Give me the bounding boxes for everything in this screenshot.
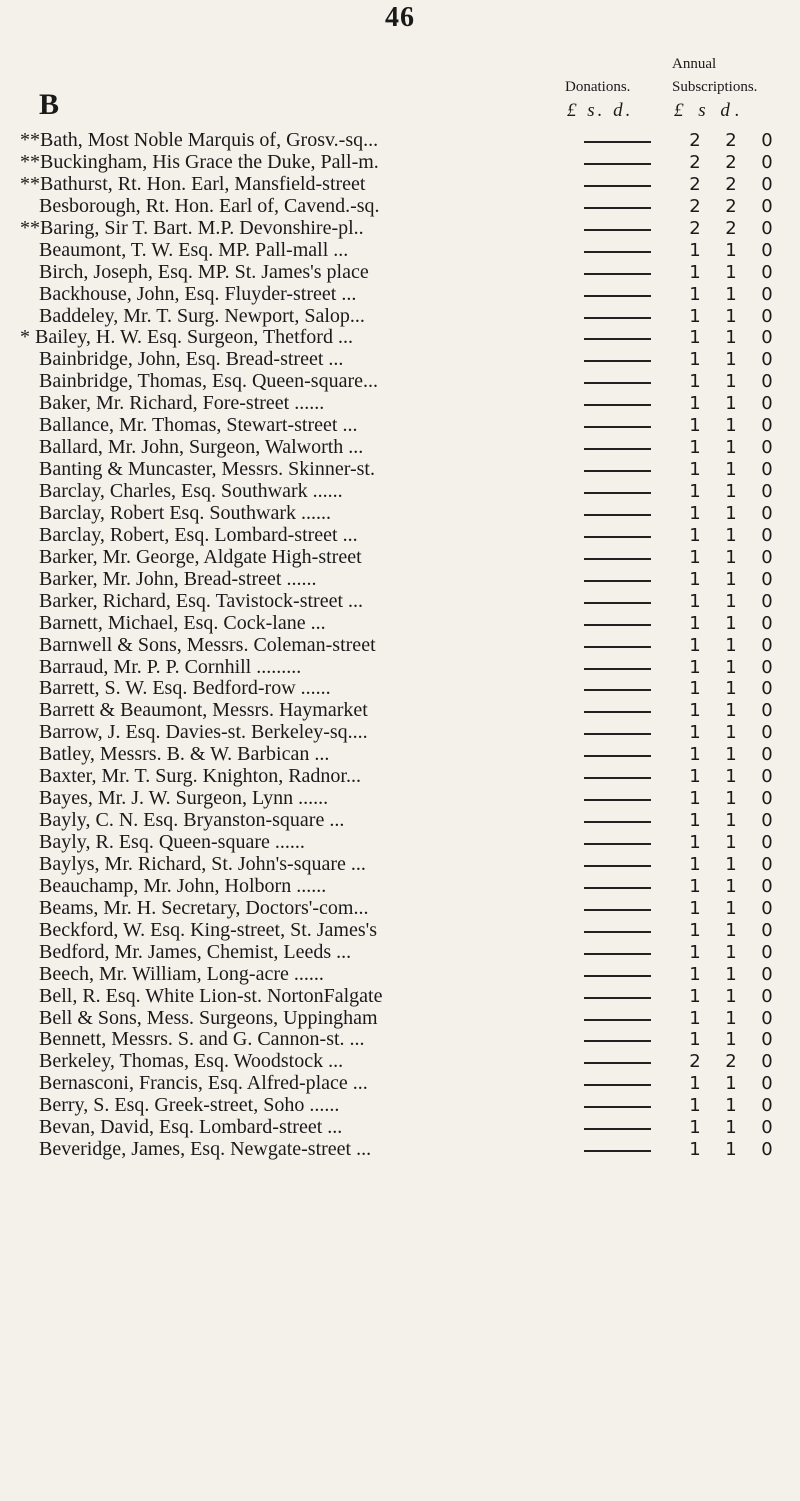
subscription-shillings: 1 [725, 524, 737, 546]
subscriber-name: Barraud, Mr. P. P. Cornhill ......... [39, 656, 302, 678]
subscription-pence: 0 [761, 437, 773, 459]
subscription-pence: 0 [761, 502, 773, 524]
list-item [0, 591, 800, 613]
subscription-pounds: 1 [689, 283, 701, 305]
donation-dash [584, 492, 651, 494]
subscription-shillings: 1 [725, 919, 737, 941]
subscription-pounds: 1 [689, 941, 701, 963]
subscription-shillings: 1 [725, 612, 737, 634]
subscription-shillings: 1 [725, 1117, 737, 1139]
subscriber-name: **Bathurst, Rt. Hon. Earl, Mansfield-street [20, 173, 366, 195]
subscription-pence: 0 [761, 393, 773, 415]
subscription-pence: 0 [761, 1095, 773, 1117]
list-item [0, 1139, 800, 1161]
subscriber-name: Barker, Mr. John, Bread-street ...... [39, 568, 317, 590]
subscriber-name: Barclay, Robert, Esq. Lombard-street ... [39, 524, 358, 546]
list-item [0, 1117, 800, 1139]
subscription-shillings: 1 [725, 832, 737, 853]
subscription-shillings: 1 [725, 1029, 737, 1051]
list-item [0, 569, 800, 591]
subscription-pence: 0 [761, 985, 773, 1007]
list-item [0, 1029, 800, 1051]
donation-dash [584, 646, 651, 648]
donation-dash [584, 163, 651, 165]
subscription-shillings: 1 [725, 766, 737, 788]
subscriber-name: Beauchamp, Mr. John, Holborn ...... [39, 875, 327, 897]
subscription-pence: 0 [761, 963, 773, 985]
subscription-pence: 0 [761, 1007, 773, 1029]
list-item [0, 371, 800, 393]
subscriber-name: Bennett, Messrs. S. and G. Cannon-st. ... [39, 1029, 365, 1051]
list-item [0, 854, 800, 876]
subscription-shillings: 1 [725, 897, 737, 919]
subscriber-name: Barclay, Charles, Esq. Southwark ...... [39, 481, 343, 502]
subscription-shillings: 1 [725, 415, 737, 437]
list-item [0, 876, 800, 898]
subscription-pounds: 1 [689, 612, 701, 634]
subscription-pence: 0 [761, 788, 773, 810]
donations-heading: Donations. [565, 79, 631, 95]
subscription-pounds: 1 [689, 722, 701, 744]
donation-dash [584, 624, 651, 626]
subscription-shillings: 1 [725, 875, 737, 897]
subscription-pence: 0 [761, 678, 773, 700]
subscriptions-heading: Subscriptions. [672, 79, 758, 95]
list-item [0, 964, 800, 986]
subscriber-name: Bedford, Mr. James, Chemist, Leeds ... [39, 941, 352, 963]
subscription-shillings: 1 [725, 305, 737, 327]
subscription-shillings: 1 [725, 788, 737, 810]
subscription-pence: 0 [761, 875, 773, 897]
subscriber-name: Bayly, C. N. Esq. Bryanston-square ... [39, 810, 345, 832]
donation-dash [584, 931, 651, 933]
subscription-pence: 0 [761, 832, 773, 853]
subscription-pence: 0 [761, 305, 773, 327]
donation-dash [584, 689, 651, 691]
annual-heading: Annual [672, 56, 717, 72]
list-item [0, 262, 800, 284]
subscriber-name: Backhouse, John, Esq. Fluyder-street ... [39, 283, 357, 305]
subscription-pence: 0 [761, 349, 773, 371]
subscription-pounds: 1 [689, 437, 701, 459]
subscription-pence: 0 [761, 766, 773, 788]
subscription-pence: 0 [761, 612, 773, 634]
subscription-pence: 0 [761, 1073, 773, 1095]
donation-dash [584, 558, 651, 560]
subscription-shillings: 1 [725, 239, 737, 261]
subscriber-name: Ballance, Mr. Thomas, Stewart-street ... [39, 415, 358, 437]
subscriber-name: Beveridge, James, Esq. Newgate-street ... [39, 1139, 372, 1161]
subscription-pounds: 1 [689, 766, 701, 788]
donation-dash [584, 602, 651, 604]
subscription-pence: 0 [761, 130, 773, 151]
list-item [0, 459, 800, 481]
donation-dash [584, 1019, 651, 1021]
subscription-shillings: 1 [725, 349, 737, 371]
list-item [0, 525, 800, 547]
subscriber-name: Barrett, S. W. Esq. Bedford-row ...... [39, 678, 331, 700]
donation-dash [584, 580, 651, 582]
list-item [0, 196, 800, 218]
subscriber-name: * Bailey, H. W. Esq. Surgeon, Thetford ... [20, 327, 353, 349]
list-item [0, 678, 800, 700]
subscription-pence: 0 [761, 590, 773, 612]
subscription-pence: 0 [761, 941, 773, 963]
subscription-pounds: 1 [689, 853, 701, 875]
subscription-shillings: 1 [725, 590, 737, 612]
donation-dash [584, 821, 651, 823]
subscription-pounds: 1 [689, 634, 701, 656]
subscription-pounds: 1 [689, 371, 701, 393]
subscriber-name: Baylys, Mr. Richard, St. John's-square ... [39, 853, 366, 875]
donation-dash [584, 953, 651, 955]
donation-dash [584, 1062, 651, 1064]
subscription-pounds: 1 [689, 261, 701, 283]
donation-dash [584, 909, 651, 911]
subscription-pence: 0 [761, 195, 773, 217]
subscription-shillings: 1 [725, 261, 737, 283]
donation-dash [584, 251, 651, 253]
donation-dash [584, 338, 651, 340]
subscription-pence: 0 [761, 1051, 773, 1073]
subscription-pounds: 1 [689, 239, 701, 261]
subscription-pounds: 1 [689, 897, 701, 919]
subscription-shillings: 1 [725, 437, 737, 459]
page-number: 46 [385, 2, 415, 33]
donation-dash [584, 865, 651, 867]
subscription-pounds: 2 [689, 195, 701, 217]
donation-dash [584, 185, 651, 187]
subscriber-name: Bayly, R. Esq. Queen-square ...... [39, 832, 305, 853]
subscription-pence: 0 [761, 634, 773, 656]
subscriber-name: Baxter, Mr. T. Surg. Knighton, Radnor... [39, 766, 361, 788]
subscription-shillings: 2 [725, 173, 737, 195]
list-item [0, 240, 800, 262]
subscription-pence: 0 [761, 897, 773, 919]
subscription-shillings: 1 [725, 700, 737, 722]
subscription-shillings: 2 [725, 195, 737, 217]
list-item [0, 1008, 800, 1030]
subscriber-name: Bayes, Mr. J. W. Surgeon, Lynn ...... [39, 788, 329, 810]
donation-dash [584, 711, 651, 713]
list-item [0, 766, 800, 788]
subscription-pounds: 1 [689, 305, 701, 327]
subscriber-name: Besborough, Rt. Hon. Earl of, Cavend.-sq. [39, 195, 380, 217]
donation-dash [584, 997, 651, 999]
donation-dash [584, 843, 651, 845]
list-item [0, 415, 800, 437]
subscription-pence: 0 [761, 151, 773, 173]
subscription-pence: 0 [761, 327, 773, 349]
list-item [0, 349, 800, 371]
subscriber-name: Birch, Joseph, Esq. MP. St. James's place [39, 261, 369, 283]
subscription-pence: 0 [761, 853, 773, 875]
donation-dash [584, 141, 651, 143]
subscriber-name: Berry, S. Esq. Greek-street, Soho ...... [39, 1095, 340, 1117]
subscription-shillings: 1 [725, 810, 737, 832]
donation-dash [584, 1106, 651, 1108]
subscription-pounds: 1 [689, 1007, 701, 1029]
subscriptions-units: £ s d. [674, 100, 745, 121]
subscription-pence: 0 [761, 524, 773, 546]
list-item [0, 788, 800, 810]
subscription-shillings: 2 [725, 1051, 737, 1073]
subscriber-name: **Baring, Sir T. Bart. M.P. Devonshire-pl.. [20, 217, 364, 239]
subscription-pence: 0 [761, 810, 773, 832]
subscription-pence: 0 [761, 656, 773, 678]
list-item [0, 306, 800, 328]
donation-dash [584, 733, 651, 735]
donation-dash [584, 1150, 651, 1152]
list-item [0, 327, 800, 349]
subscription-pounds: 2 [689, 151, 701, 173]
subscription-pence: 0 [761, 283, 773, 305]
donation-dash [584, 1084, 651, 1086]
donation-dash [584, 1128, 651, 1130]
subscriber-name: Barnwell & Sons, Messrs. Coleman-street [39, 634, 376, 656]
subscription-shillings: 1 [725, 393, 737, 415]
subscription-pence: 0 [761, 217, 773, 239]
subscription-pounds: 1 [689, 919, 701, 941]
subscription-pounds: 1 [689, 963, 701, 985]
subscription-pounds: 1 [689, 832, 701, 853]
list-item [0, 174, 800, 196]
list-item [0, 613, 800, 635]
subscription-pence: 0 [761, 415, 773, 437]
donation-dash [584, 360, 651, 362]
subscription-pence: 0 [761, 546, 773, 568]
subscription-shillings: 1 [725, 1073, 737, 1095]
subscription-pounds: 1 [689, 656, 701, 678]
subscription-pence: 0 [761, 722, 773, 744]
list-item [0, 1095, 800, 1117]
subscription-shillings: 1 [725, 371, 737, 393]
subscriber-name: Barker, Mr. George, Aldgate High-street [39, 546, 362, 568]
subscriber-name: Beckford, W. Esq. King-street, St. James's [39, 919, 378, 941]
subscription-pounds: 1 [689, 1029, 701, 1051]
subscriber-name: **Buckingham, His Grace the Duke, Pall-m. [20, 151, 379, 173]
subscription-shillings: 1 [725, 678, 737, 700]
subscription-pence: 0 [761, 371, 773, 393]
list-item [0, 130, 800, 152]
subscription-pounds: 2 [689, 1051, 701, 1073]
subscription-pence: 0 [761, 481, 773, 502]
subscription-shillings: 1 [725, 722, 737, 744]
list-item [0, 942, 800, 964]
subscriber-name: Ballard, Mr. John, Surgeon, Walworth ... [39, 437, 364, 459]
subscription-pence: 0 [761, 700, 773, 722]
subscriber-name: Beams, Mr. H. Secretary, Doctors'-com... [39, 897, 369, 919]
subscription-pence: 0 [761, 239, 773, 261]
subscription-pounds: 1 [689, 415, 701, 437]
list-item [0, 986, 800, 1008]
subscriber-name: **Bath, Most Noble Marquis of, Grosv.-sq... [20, 130, 379, 151]
subscription-pence: 0 [761, 459, 773, 481]
list-item [0, 503, 800, 525]
donation-dash [584, 514, 651, 516]
list-item [0, 547, 800, 569]
donation-dash [584, 207, 651, 209]
subscription-pence: 0 [761, 1139, 773, 1161]
subscription-shillings: 1 [725, 1095, 737, 1117]
subscription-shillings: 1 [725, 1139, 737, 1161]
subscription-pounds: 1 [689, 1117, 701, 1139]
list-item [0, 810, 800, 832]
subscription-pounds: 1 [689, 744, 701, 766]
subscription-pounds: 1 [689, 1095, 701, 1117]
subscriber-name: Bell & Sons, Mess. Surgeons, Uppingham [39, 1007, 378, 1029]
list-item [0, 898, 800, 920]
subscription-shillings: 1 [725, 568, 737, 590]
subscriber-name: Bainbridge, Thomas, Esq. Queen-square... [39, 371, 378, 393]
donation-dash [584, 448, 651, 450]
subscription-shillings: 1 [725, 459, 737, 481]
donation-dash [584, 668, 651, 670]
subscription-pence: 0 [761, 1117, 773, 1139]
subscription-shillings: 1 [725, 327, 737, 349]
subscriber-name: Berkeley, Thomas, Esq. Woodstock ... [39, 1051, 344, 1073]
list-item [0, 635, 800, 657]
subscription-pounds: 1 [689, 459, 701, 481]
subscriber-list [0, 130, 800, 1161]
donation-dash [584, 382, 651, 384]
subscription-pounds: 1 [689, 590, 701, 612]
list-item [0, 152, 800, 174]
subscription-pounds: 1 [689, 524, 701, 546]
subscription-shillings: 1 [725, 941, 737, 963]
list-item [0, 393, 800, 415]
subscriber-name: Beaumont, T. W. Esq. MP. Pall-mall ... [39, 239, 349, 261]
subscription-shillings: 1 [725, 853, 737, 875]
donation-dash [584, 755, 651, 757]
donation-dash [584, 229, 651, 231]
donation-dash [584, 536, 651, 538]
subscription-pounds: 2 [689, 173, 701, 195]
subscription-pounds: 2 [689, 217, 701, 239]
subscription-pounds: 1 [689, 546, 701, 568]
subscription-pounds: 1 [689, 875, 701, 897]
donation-dash [584, 404, 651, 406]
donation-dash [584, 295, 651, 297]
subscription-pounds: 1 [689, 481, 701, 502]
subscriber-name: Banting & Muncaster, Messrs. Skinner-st. [39, 459, 375, 481]
subscriber-name: Beech, Mr. William, Long-acre ...... [39, 963, 324, 985]
subscription-shillings: 1 [725, 634, 737, 656]
subscription-shillings: 1 [725, 502, 737, 524]
subscriber-name: Barnett, Michael, Esq. Cock-lane ... [39, 612, 326, 634]
donations-units: £ s. d. [567, 100, 634, 121]
list-item [0, 700, 800, 722]
subscription-shillings: 1 [725, 481, 737, 502]
subscription-pounds: 1 [689, 502, 701, 524]
subscription-shillings: 1 [725, 546, 737, 568]
subscriber-name: Bainbridge, John, Esq. Bread-street ... [39, 349, 344, 371]
subscription-pounds: 1 [689, 810, 701, 832]
donation-dash [584, 1040, 651, 1042]
donation-dash [584, 426, 651, 428]
subscription-shillings: 1 [725, 963, 737, 985]
donation-dash [584, 799, 651, 801]
subscriber-name: Bevan, David, Esq. Lombard-street ... [39, 1117, 343, 1139]
subscriber-name: Baddeley, Mr. T. Surg. Newport, Salop... [39, 305, 365, 327]
subscription-pence: 0 [761, 919, 773, 941]
subscription-pounds: 1 [689, 1073, 701, 1095]
subscription-pounds: 1 [689, 393, 701, 415]
subscriber-name: Barrett & Beaumont, Messrs. Haymarket [39, 700, 368, 722]
subscriber-name: Baker, Mr. Richard, Fore-street ...... [39, 393, 325, 415]
section-letter: B [39, 88, 60, 121]
list-item [0, 744, 800, 766]
donation-dash [584, 887, 651, 889]
list-item [0, 437, 800, 459]
subscription-pounds: 1 [689, 1139, 701, 1161]
subscription-pence: 0 [761, 568, 773, 590]
subscriber-name: Barrow, J. Esq. Davies-st. Berkeley-sq.... [39, 722, 368, 744]
subscription-shillings: 2 [725, 151, 737, 173]
donation-dash [584, 777, 651, 779]
subscription-pence: 0 [761, 261, 773, 283]
list-item [0, 1051, 800, 1073]
subscription-shillings: 2 [725, 217, 737, 239]
subscriber-name: Bell, R. Esq. White Lion-st. NortonFalgate [39, 985, 383, 1007]
subscriber-name: Bernasconi, Francis, Esq. Alfred-place ... [39, 1073, 368, 1095]
list-item [0, 1073, 800, 1095]
subscription-pounds: 1 [689, 568, 701, 590]
list-item [0, 722, 800, 744]
donation-dash [584, 975, 651, 977]
donation-dash [584, 317, 651, 319]
subscription-shillings: 1 [725, 744, 737, 766]
subscription-pounds: 1 [689, 678, 701, 700]
subscriber-name: Barker, Richard, Esq. Tavistock-street ... [39, 590, 364, 612]
subscription-pounds: 1 [689, 788, 701, 810]
list-item [0, 657, 800, 679]
subscription-pence: 0 [761, 1029, 773, 1051]
subscription-pounds: 1 [689, 349, 701, 371]
subscription-pounds: 2 [689, 130, 701, 151]
subscription-pounds: 1 [689, 985, 701, 1007]
subscriber-name: Batley, Messrs. B. & W. Barbican ... [39, 744, 330, 766]
list-item [0, 920, 800, 942]
subscription-pounds: 1 [689, 700, 701, 722]
list-item [0, 481, 800, 503]
subscription-shillings: 1 [725, 985, 737, 1007]
subscription-shillings: 1 [725, 1007, 737, 1029]
subscription-pence: 0 [761, 173, 773, 195]
subscription-shillings: 1 [725, 283, 737, 305]
list-item [0, 218, 800, 240]
subscription-shillings: 2 [725, 130, 737, 151]
subscription-pence: 0 [761, 744, 773, 766]
list-item [0, 832, 800, 854]
subscription-pounds: 1 [689, 327, 701, 349]
donation-dash [584, 470, 651, 472]
subscriber-name: Barclay, Robert Esq. Southwark ...... [39, 502, 331, 524]
list-item [0, 284, 800, 306]
subscription-shillings: 1 [725, 656, 737, 678]
donation-dash [584, 273, 651, 275]
